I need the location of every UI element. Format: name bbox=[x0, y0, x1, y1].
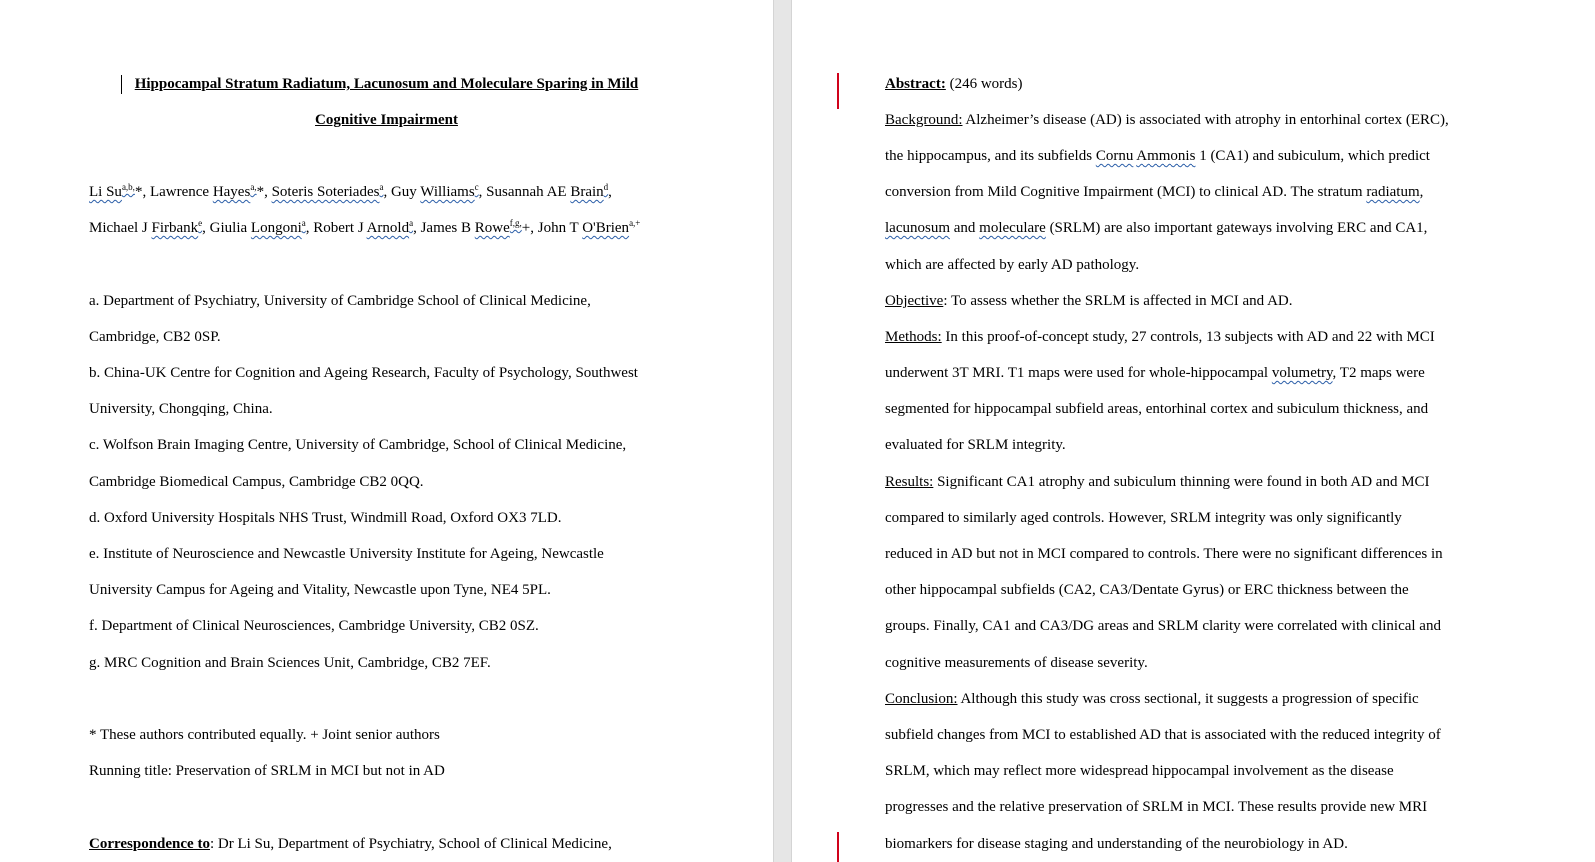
affiliation-line: d. Oxford University Hospitals NHS Trust, Windmill Road, Oxford OX3 7LD. bbox=[89, 510, 562, 526]
abstract-heading: Abstract: (246 words) bbox=[885, 76, 1023, 92]
affiliation-line: f. Department of Clinical Neurosciences, Cambridge University, CB2 0SZ. bbox=[89, 618, 539, 634]
page-gutter bbox=[773, 0, 792, 862]
results-line: compared to similarly aged controls. However, SRLM integrity was only significantly bbox=[885, 510, 1402, 526]
methods-line: evaluated for SRLM integrity. bbox=[885, 437, 1066, 453]
methods-label: Methods: bbox=[885, 329, 942, 345]
equal-contribution-note: * These authors contributed equally. + Joint senior authors bbox=[89, 727, 440, 743]
results-line: cognitive measurements of disease severity. bbox=[885, 655, 1148, 671]
background-line: conversion from Mild Cognitive Impairment (MCI) to clinical AD. The stratum radiatum, bbox=[885, 184, 1424, 200]
conclusion-line: progresses and the relative preservation of SRLM in MCI. These results provide new MRI bbox=[885, 799, 1428, 815]
background-label: Background: bbox=[885, 112, 963, 128]
right-page[interactable] bbox=[792, 0, 1595, 862]
objective-label: Objective bbox=[885, 293, 944, 309]
results-label: Results: bbox=[885, 474, 934, 490]
affiliation-line: Cambridge Biomedical Campus, Cambridge CB2 0QQ. bbox=[89, 474, 424, 490]
title-line-1: Hippocampal Stratum Radiatum, Lacunosum and Moleculare Sparing in Mild bbox=[134, 76, 639, 92]
change-bar bbox=[837, 73, 839, 109]
results-line: groups. Finally, CA1 and CA3/DG areas and SRLM clarity were correlated with clinical and bbox=[885, 618, 1441, 634]
results-line: Results: Significant CA1 atrophy and subiculum thinning were found in both AD and MCI bbox=[885, 474, 1430, 490]
conclusion-line: biomarkers for disease staging and understanding of the neurobiology in AD. bbox=[885, 836, 1348, 852]
affiliation-line: University, Chongqing, China. bbox=[89, 401, 273, 417]
authors-line-1: Li $Su^{a,b,}*$, Lawrence Hayes$^{a,}$*, Soteris Soteriades$^a$, Guy Williams$^c$, Susannah AE Brain$^d$, bbox=[89, 182, 612, 200]
results-line: reduced in AD but not in MCI compared to controls. There were no significant differences in bbox=[885, 546, 1443, 562]
affiliation-line: c. Wolfson Brain Imaging Centre, University of Cambridge, School of Clinical Medicine, bbox=[89, 437, 627, 453]
results-line: other hippocampal subfields (CA2, CA3/Dentate Gyrus) or ERC thickness between the bbox=[885, 582, 1409, 598]
affiliation-line: Cambridge, CB2 0SP. bbox=[89, 329, 221, 345]
affiliation-line: a. Department of Psychiatry, University of Cambridge School of Clinical Medicine, bbox=[89, 293, 591, 309]
background-line: Background: Alzheimer’s disease (AD) is associated with atrophy in entorhinal cortex (ERC), bbox=[885, 112, 1449, 128]
objective-line: Objective: To assess whether the SRLM is affected in MCI and AD. bbox=[885, 293, 1293, 309]
conclusion-line: subfield changes from MCI to established AD that is associated with the reduced integrity of bbox=[885, 727, 1441, 743]
affiliation-line: b. China-UK Centre for Cognition and Ageing Research, Faculty of Psychology, Southwest bbox=[89, 365, 638, 381]
change-bar bbox=[837, 832, 839, 862]
conclusion-line: SRLM, which may reflect more widespread hippocampal involvement as the disease bbox=[885, 763, 1394, 779]
left-page[interactable] bbox=[0, 0, 773, 862]
correspondence-line: Correspondence to: Dr Li Su, Department of Psychiatry, School of Clinical Medicine, bbox=[89, 836, 612, 852]
background-line: the hippocampus, and its subfields Cornu Ammonis 1 (CA1) and subiculum, which predict bbox=[885, 148, 1430, 164]
correspondence-label: Correspondence to bbox=[89, 836, 210, 852]
authors-line-2: Michael J Firbank$^e$, Giulia Longoni$^a$, Robert J Arnold$^a$, James B Rowe$^{f,g,}$+, John T O'Brien$^{a,+}$ bbox=[89, 218, 641, 236]
affiliation-line: University Campus for Ageing and Vitality, Newcastle upon Tyne, NE4 5PL. bbox=[89, 582, 551, 598]
methods-line: segmented for hippocampal subfield areas, entorhinal cortex and subiculum thickness, and bbox=[885, 401, 1429, 417]
affiliation-line: e. Institute of Neuroscience and Newcastle University Institute for Ageing, Newcastle bbox=[89, 546, 604, 562]
conclusion-label: Conclusion: bbox=[885, 691, 958, 707]
background-line: which are affected by early AD pathology. bbox=[885, 257, 1140, 273]
running-title: Running title: Preservation of SRLM in MCI but not in AD bbox=[89, 763, 445, 779]
title-line-2: Cognitive Impairment bbox=[315, 112, 458, 128]
background-line: lacunosum and moleculare (SRLM) are also important gateways involving ERC and CA1, bbox=[885, 220, 1428, 236]
conclusion-line: Conclusion: Although this study was cross sectional, it suggests a progression of specific bbox=[885, 691, 1419, 707]
methods-line: underwent 3T MRI. T1 maps were used for whole-hippocampal volumetry, T2 maps were bbox=[885, 365, 1425, 381]
methods-line: Methods: In this proof-of-concept study, 27 controls, 13 subjects with AD and 22 with MCI bbox=[885, 329, 1435, 345]
affiliation-line: g. MRC Cognition and Brain Sciences Unit, Cambridge, CB2 7EF. bbox=[89, 655, 491, 671]
